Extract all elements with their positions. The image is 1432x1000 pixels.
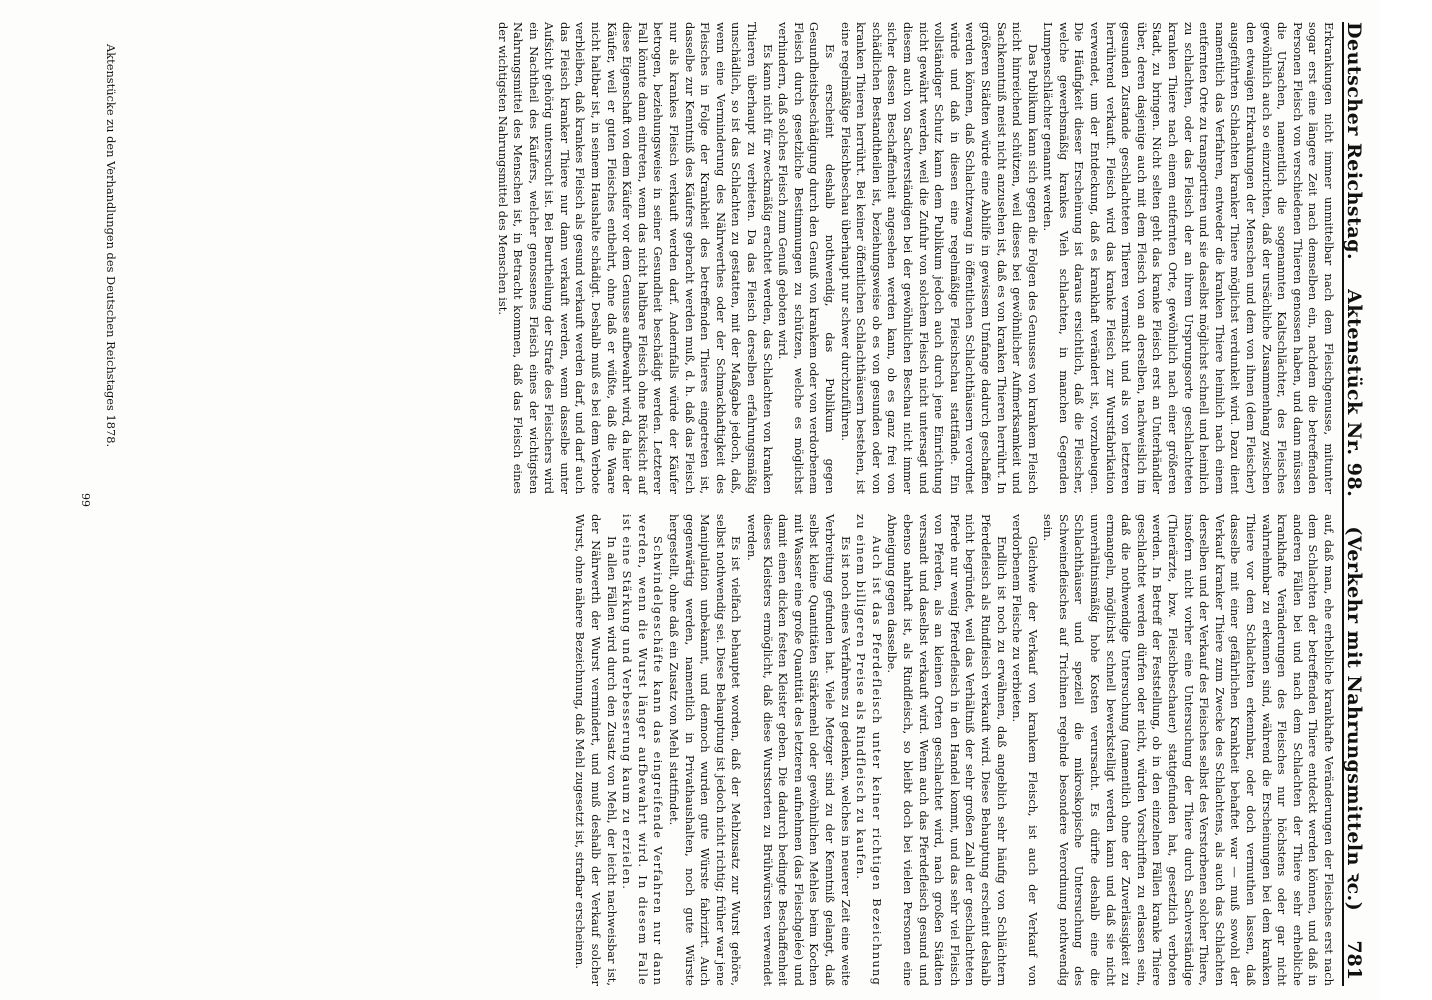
document-number: Aktenstück Nr. 98.	[1343, 289, 1365, 498]
paragraph: Gleichwie der Verkauf von krankem Fleisch, ist auch der Verkauf von verdorbenem Fleische zu verbieten.	[1010, 514, 1040, 986]
paragraph: Endlich ist noch zu erwähnen, daß angeblich sehr häufig von Schlächtern Pferdefleisch als Rindfleisch verkauft wird. Diese Behauptung erscheint deshalb nicht begründet, weil das Verhältniß der sehr großen Zahl der geschlachteten Pferde nur wenig Pferdefleisch in den Handel kommt, und das sehr viel Fleisch von Pferden, als an kleinen Orten geschlachtet wird, nach großen Städten versandt und daselbst verkauft wird. Wenn auch das Pferdefleisch gesund und ebenso nahrhaft ist, als Rindfleisch, so bleibt doch bei vielen Personen eine Abneigung gegen dasselbe.	[885, 514, 1009, 986]
page-footer	[102, 22, 118, 986]
page-number-bottom: 99	[79, 493, 92, 507]
paragraph: Es kann nicht für zweckmäßig erachtet werden, das Schlachten von kranken Thieren überhaupt zu verbieten. Da das Fleisch derselben erfahrungsmäßig unschädlich, so ist das Schlachten zu gestatten, mit der Maßgabe jedoch, daß, wenn eine Verminderung des Nährwerthes oder der Schmackhaftigkeit des Fleisches in Folge der Krankheit des betreffenden Thieres eingetreten ist, dasselbe zur Kenntniß des Käufers gebracht werden muß, d. h. daß das Fleisch nur als krankes Fleisch verkauft werden darf. Andernfalls würde der Käufer betrogen, beziehungsweise in seiner Gesundheit beschädigt werden. Letzterer Fall könnte dann eintreten, wenn das nicht haltbare Fleisch ohne Rücksicht auf diese Eigenschaft von dem Käufer vor dem Genusse aufbewahrt wird, da hier der Käufer, weil er guten Fleisches entbehrt, ohne daß er wüßte, daß die Waare nicht haltbar ist, in seinem Haushalte schädigt. Deshalb muß es bei dem Verbote verbleiben, daß krankes Fleisch als gesund verkauft werden darf, und darf auch das Fleisch kranker Thiere nur dann verkauft werden, wenn dasselbe unter Aufsicht gehörig untersucht ist. Bei Beurtheilung der Strafe des Fleischers wird ein Nachtheil des Käufers, welcher genossenes Fleisch eines der wichtigsten Nahrungsmittel des Menschen ist, in Betracht kommen, daß das Fleisch eines der wichtigsten Nahrungsmittel des Menschen ist.	[495, 22, 775, 494]
paragraph: Das Publikum kann sich gegen die Folgen des Genusses von krankem Fleisch nicht hinreichend schützen, weil dieses bei gewöhnlicher Aufmerksamkeit und Sachkenntniß meist nicht anzusehen ist, daß es von kranken Thieren herrührt. In größeren Städten würde eine Abhilfe in gewissem Umfange dadurch geschaffen werden können, daß Schlachtzwang in öffentlichen Schlachthäusern verordnet würde und daß in diesen eine regelmäßige Fleischschau stattfände. Ein vollständiger Schutz kann dem Publikum jedoch auch durch jene Einrichtung nicht gewährt werden, weil die Zufuhr von solchem Fleisch nicht untersagt und diesem auch von Sachverständigen bei der gewöhnlichen Beschau nicht immer sicher dessen Beschaffenheit angesehen werden kann, ob es ganz frei von schädlichen Bestandtheilen ist, beziehungsweise ob es von gesunden oder von kranken Thieren herrührt. Bei keiner öffentlichen Schlachthäusern bestehen, ist eine regelmäßige Fleischbeschau überhaupt nur schwer durchzuführen.	[838, 22, 1040, 494]
text-columns	[494, 22, 1336, 986]
footer-line: Aktenstücke zu den Verhandlungen des Deutschen Reichstages 1878.	[104, 44, 118, 448]
paragraph: Erkrankungen nicht immer unmittelbar nach dem Fleischgenusse, mitunter sogar erst eine längere Zeit nach demselben ein, nachdem die betreffenden Personen Fleisch von verschiedenen Thieren genossen haben, und dann müssen die Ursachen, namentlich die sogenannten Kaltschlächter, des Fleisches gewöhnlich auch so einzurichten, daß der ursächliche Zusammenhang zwischen den etwaigen Erkrankungen der Menschen und dem von ihnen (dem Fleischer) ausgeführten Schlachten kranker Thiere möglichst verdunkelt wird. Dazu dient namentlich das Verfahren, entweder die kranken Thiere heimlich nach einem entfernten Orte zu transportiren und sie daselbst möglichst schnell und heimlich zu schlachten, oder das Fleisch der an ihrem Ursprungsorte geschlachteten kranken Thiere nach einem entfernten Orte, gewöhnlich nach einer größeren Stadt, zu bringen. Nicht selten geht das kranke Fleisch erst an Unterhändler über, deren dasjenige auch mit dem Fleisch von an derselben, nachweislich im gesunden Zustande geschlachteten Thieren vermischt und als von letzteren herrührend verkauft. Fleisch wird das kranke Fleisch zur Wurstfabrikation verwendet, um der Entdeckung, daß es krankhaft verändert ist, vorzubeugen. Die Häufigkeit dieser Erscheinung ist daraus ersichtlich, daß die Fleischer, welche gewerbsmäßig krankes Vieh schlachten, in manchen Gegenden Lumpenschlächter genannt werden.	[1041, 22, 1336, 494]
document-subject: (Verkehr mit Nahrungsmitteln ꝛc.)	[1343, 526, 1365, 912]
paragraph: Es erscheint deshalb nothwendig, das Publikum gegen Gesundheitsbeschädigung durch den Genuß von krankem oder von verdorbenem Fleisch durch gesetzliche Bestimmungen zu schützen, welche es möglichst verhindern, daß solches Fleisch zum Genuß geboten wird.	[776, 22, 837, 494]
left-column	[494, 22, 1336, 494]
page-number-top: 781	[1343, 940, 1365, 980]
paragraph: Es ist noch eines Verfahrens zu gedenken, welches in neuerer Zeit eine weite Verbreitung gefunden hat. Viele Metzger sind zu der Kenntniß gelangt, daß selbst kleine Quantitäten Stärkemehl oder gewöhnlichen Mehles beim Kochen mit Wasser eine große Quantität des letzteren aufnehmen (das Fleischgelée) und damit einen dicken festen Kleister geben. Die dadurch bedingte Beschaffenheit dieses Kleisters ermöglicht, daß diese Wurstsorten zu Brühwürsten verwendet werden.	[745, 514, 853, 986]
publication-title: Deutscher Reichstag.	[1343, 22, 1365, 261]
paragraph: In allen Fällen wird durch den Zusatz von Mehl, der leicht nachweisbar ist, der Nährwerth der Wurst vermindert, und muß deshalb der Verkauf solcher Wurst, ohne nähere Bezeichnung, daß Mehl zugesetzt ist, strafbar erscheinen.	[573, 514, 619, 986]
page-header	[1342, 22, 1372, 986]
paragraph: Es ist vielfach behauptet worden, daß der Mehlzusatz zur Wurst gehöre, selbst nothwendig sei. Diese Behauptung ist jedoch nicht richtig; früher war jene Manipulation unbekannt, und dennoch wurden gute Würste fabrizirt. Auch gegenwärtig werden, namentlich in Privathaushalten, noch gute Würste hergestellt, ohne daß ein Zusatz von Mehl stattfindet.	[667, 514, 744, 986]
paragraph: Schwindelgeschäfte kann das eingreifende Verfahren nur dann werden, wenn die Wurst länger aufbewahrt wird. In diesem Falle ist eine Stärkung und Verbesserung kaum zu erzielen.	[620, 514, 666, 986]
right-column	[494, 514, 1336, 986]
paragraph: Auch ist das Pferdefleisch unter keiner richtigen Bezeichnung zu einem billigeren Preise als Rindfleisch zu kaufen.	[854, 514, 884, 986]
paragraph: auf, daß man, ehe erhebliche krankhafte Veränderungen der Fleisches erst nach dem Schlachten der betreffenden Thiere entdeckt werden können, und daß in anderen Fällen bei und nach dem Schlachten der Thiere sehr erhebliche krankhafte Veränderungen des Fleisches nur höchstens oder gar nicht wahrnehmbar zu erkennen sind, während die Erscheinungen bei dem kranken Thiere vor dem Schlachten erkennbar, oder doch vermuthen lassen, daß dasselbe mit einer gefährlichen Krankheit behaftet war — muß sowohl der Verkauf kranker Thiere zum Zwecke des Schlachtens, als auch das Schlachten derselben und der Verkauf des Fleisches selbst des Verstorbenen solcher Thiere, insofern nicht vorher eine Untersuchung der Thiere durch Sachverständige (Thierärzte, bzw. Fleischbeschauer) stattgefunden hat, gesetzlich verboten werden. In Betreff der Feststellung, ob in den einzelnen Fällen kranke Thiere geschlachtet werden dürfen oder nicht, würden Vorschriften zu erlassen sein, daß die nothwendige Untersuchung (namentlich ohne der Zuverlässigkeit zu ermangeln, möglichst schnell bewerkstelligt werden kann und daß sie nicht unverhältnismäßig hohe Kosten verursacht. Es dürfte deshalb eine die Schlachthäuser und speziell die mikroskopische Untersuchung des Schweinefleisches auf Trichinen regelnde besondere Verordnung nothwendig sein.	[1041, 514, 1336, 986]
